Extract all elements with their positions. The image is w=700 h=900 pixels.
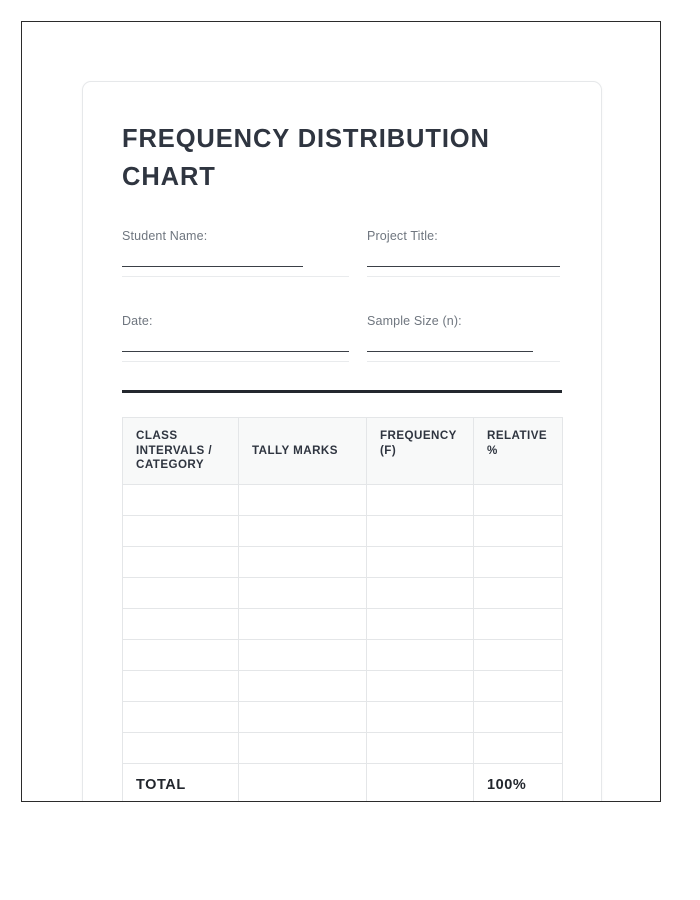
cell-relative-percent[interactable] — [474, 701, 563, 732]
table-row[interactable] — [123, 546, 563, 577]
project-title-input-rule[interactable] — [367, 266, 560, 267]
sample-size-baseline — [367, 361, 560, 362]
table-row[interactable] — [123, 639, 563, 670]
column-header-class-intervals: CLASS INTERVALS / CATEGORY — [123, 418, 239, 485]
cell-relative-percent[interactable] — [474, 484, 563, 515]
field-student-name — [122, 228, 367, 277]
cell-relative-percent[interactable] — [474, 732, 563, 763]
page-title: FREQUENCY DISTRIBUTION CHART — [122, 125, 490, 191]
cell-frequency[interactable] — [367, 732, 474, 763]
cell-tally-marks[interactable] — [239, 608, 367, 639]
table-row[interactable] — [123, 608, 563, 639]
cell-frequency[interactable] — [367, 608, 474, 639]
field-project-title — [367, 228, 562, 277]
column-header-frequency: FREQUENCY (F) — [367, 418, 474, 485]
column-header-tally-marks: TALLY MARKS — [239, 418, 367, 485]
table-header — [123, 418, 563, 485]
cell-class-interval[interactable] — [123, 484, 239, 515]
cell-class-interval[interactable] — [123, 608, 239, 639]
table-row[interactable] — [123, 670, 563, 701]
cell-class-interval[interactable] — [123, 639, 239, 670]
cell-frequency[interactable] — [367, 484, 474, 515]
date-input-rule[interactable] — [122, 351, 349, 352]
cell-class-interval[interactable] — [123, 546, 239, 577]
page-frame — [21, 21, 661, 802]
cell-tally-marks[interactable] — [239, 639, 367, 670]
cell-tally-marks[interactable] — [239, 546, 367, 577]
field-label-student-name: Student Name: — [122, 229, 208, 243]
table-row[interactable] — [123, 701, 563, 732]
cell-class-interval[interactable] — [123, 732, 239, 763]
cell-class-interval[interactable] — [123, 515, 239, 546]
student-name-baseline — [122, 276, 349, 277]
cell-relative-percent[interactable] — [474, 670, 563, 701]
section-divider — [122, 390, 562, 393]
field-sample-size — [367, 313, 562, 362]
table-row[interactable] — [123, 577, 563, 608]
document-card — [82, 81, 602, 802]
table-header-row — [123, 418, 563, 485]
cell-class-interval[interactable] — [123, 577, 239, 608]
total-relative-percent: 100% — [474, 763, 563, 802]
table-total-row — [123, 763, 563, 802]
cell-tally-marks[interactable] — [239, 670, 367, 701]
cell-relative-percent[interactable] — [474, 515, 563, 546]
cell-relative-percent[interactable] — [474, 577, 563, 608]
field-date — [122, 313, 367, 362]
frequency-distribution-table — [122, 417, 563, 802]
sample-size-input-rule[interactable] — [367, 351, 533, 352]
cell-frequency[interactable] — [367, 670, 474, 701]
total-frequency[interactable] — [367, 763, 474, 802]
project-title-baseline — [367, 276, 560, 277]
cell-frequency[interactable] — [367, 701, 474, 732]
cell-relative-percent[interactable] — [474, 546, 563, 577]
field-label-project-title: Project Title: — [367, 229, 438, 243]
table-row[interactable] — [123, 484, 563, 515]
table-row[interactable] — [123, 515, 563, 546]
cell-frequency[interactable] — [367, 515, 474, 546]
cell-relative-percent[interactable] — [474, 639, 563, 670]
total-label: TOTAL — [123, 763, 239, 802]
cell-tally-marks[interactable] — [239, 515, 367, 546]
student-name-input-rule[interactable] — [122, 266, 303, 267]
cell-class-interval[interactable] — [123, 701, 239, 732]
date-baseline — [122, 361, 349, 362]
document-body — [83, 82, 601, 802]
field-label-sample-size: Sample Size (n): — [367, 314, 462, 328]
total-tally-marks[interactable] — [239, 763, 367, 802]
cell-relative-percent[interactable] — [474, 608, 563, 639]
field-label-date: Date: — [122, 314, 153, 328]
cell-tally-marks[interactable] — [239, 701, 367, 732]
cell-tally-marks[interactable] — [239, 484, 367, 515]
cell-frequency[interactable] — [367, 546, 474, 577]
cell-tally-marks[interactable] — [239, 577, 367, 608]
cell-frequency[interactable] — [367, 639, 474, 670]
cell-class-interval[interactable] — [123, 670, 239, 701]
cell-frequency[interactable] — [367, 577, 474, 608]
table-row[interactable] — [123, 732, 563, 763]
table-body — [123, 484, 563, 802]
meta-field-grid — [122, 228, 562, 362]
cell-tally-marks[interactable] — [239, 732, 367, 763]
column-header-relative-percent: RELATIVE % — [474, 418, 563, 485]
